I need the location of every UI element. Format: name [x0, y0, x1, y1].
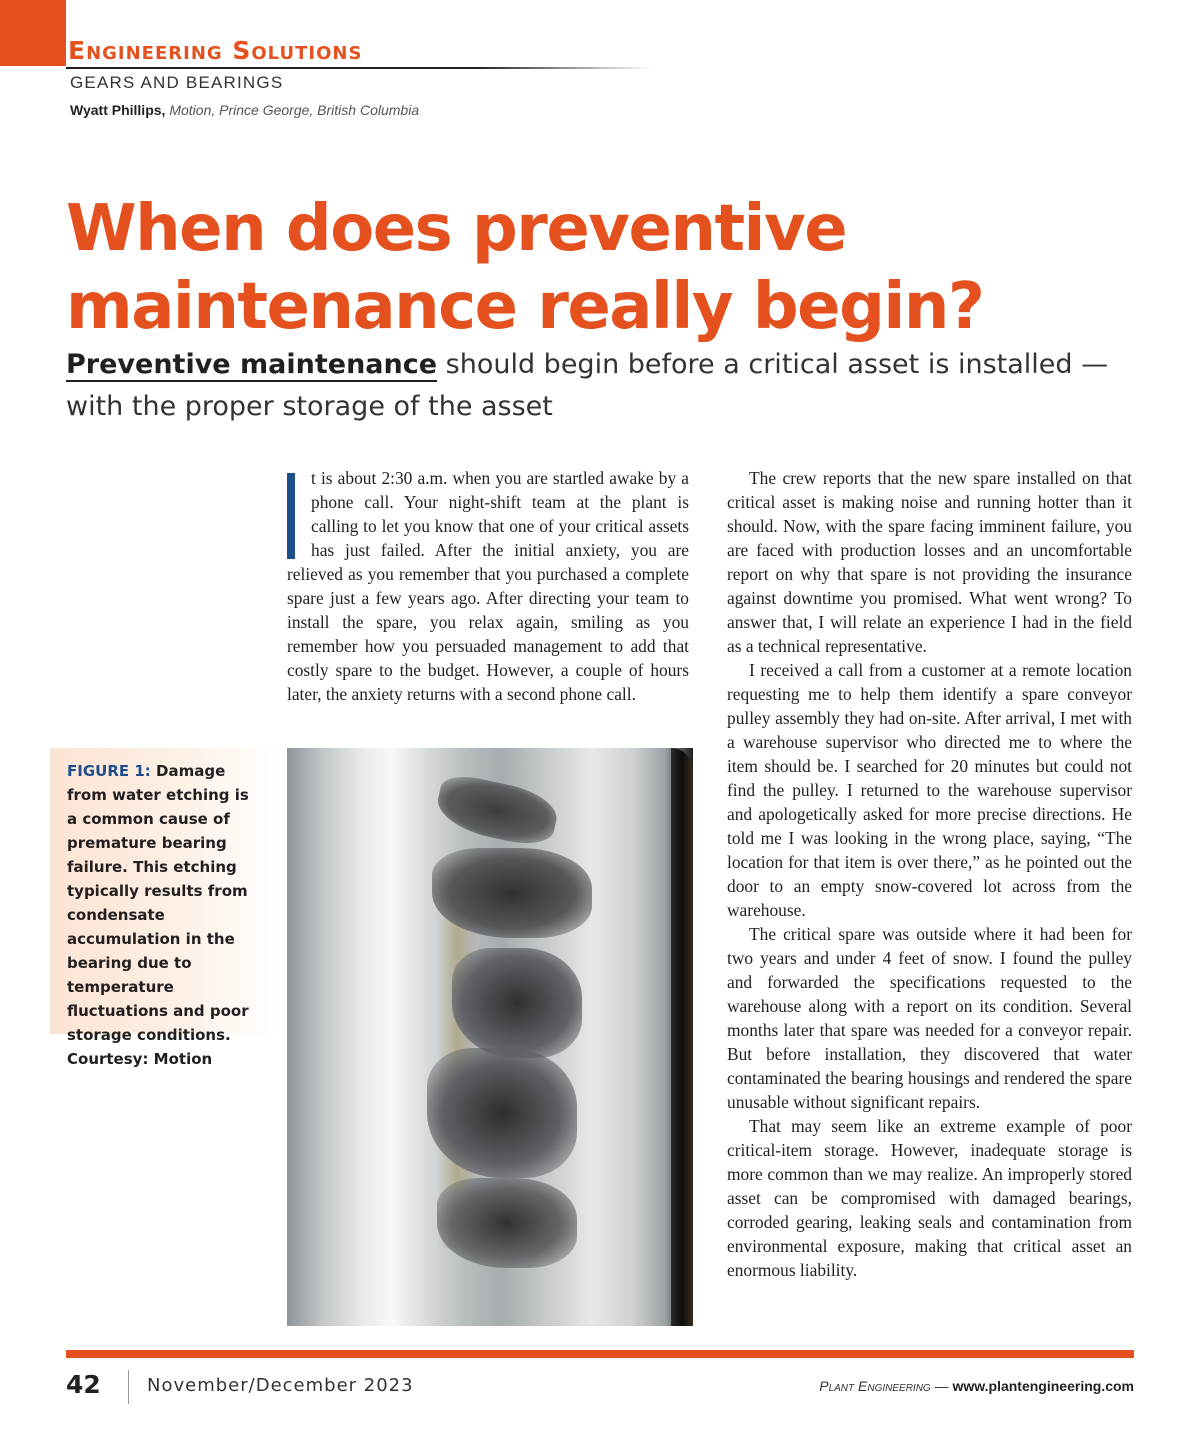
dropcap-bar: [287, 473, 295, 559]
deck: [66, 344, 1156, 428]
photo-etch-mark: [432, 848, 592, 938]
author-affiliation: Motion, Prince George, British Columbia: [169, 102, 420, 118]
footer-publication: [819, 1378, 1134, 1394]
body-paragraph: [287, 466, 689, 706]
body-column-left: [287, 466, 689, 706]
body-paragraph: That may seem like an extreme example of poor critical-item storage. However, inadequate storage is more common than we may realize. An improperly stored asset can be compromised with damaged bearings, corroded gearing, leaking seals and contamination from environmental exposure, making that critical asset an enormous liability.: [727, 1116, 1132, 1280]
figure-caption-text: Damage from water etching is a common cause of premature bearing failure. This etching typically results from condensate accumulation in the bearing due to temperature fluctuations and poor storage conditions. Courtesy: Motion: [67, 762, 249, 1068]
body-paragraph: I received a call from a customer at a remote location requesting me to help them identify a spare conveyor pulley assembly they had on-site. After arrival, I met with a warehouse supervisor who directed me to where the item should be. I searched for 20 minutes but could not find the pulley. I returned to the warehouse supervisor and apologetically asked for more precise directions. He told me I was looking in the wrong place, saying, “The location for that item is over there,” as he pointed out the door to an empty snow-covered lot across from the warehouse.: [727, 660, 1132, 920]
deck-term: Preventive maintenance: [66, 349, 438, 380]
photo-etch-mark: [437, 1178, 577, 1268]
section-title: Engineering Solutions: [68, 36, 363, 65]
footer-divider: [128, 1370, 129, 1404]
author-name: Wyatt Phillips,: [70, 102, 166, 118]
figure-photo-bearing-etching: [287, 748, 693, 1326]
photo-etch-mark: [433, 771, 562, 850]
publication-url[interactable]: www.plantengineering.com: [952, 1378, 1134, 1394]
headline: When does preventive maintenance really begin?: [66, 192, 984, 344]
section-subtitle: GEARS AND BEARINGS: [70, 73, 284, 92]
publication-name: Plant Engineering: [819, 1378, 931, 1394]
body-column-right: [727, 466, 1132, 1282]
section-corner-block: [0, 0, 66, 66]
footer-rule: [66, 1350, 1134, 1358]
deck-text: should begin before a critical asset is installed — with the proper storage of the asset: [66, 349, 1109, 422]
figure-label: FIGURE 1:: [67, 762, 151, 780]
page-number: 42: [66, 1370, 101, 1399]
byline: [70, 102, 419, 118]
photo-etch-mark: [452, 948, 582, 1058]
body-paragraph-text: t is about 2:30 a.m. when you are startled awake by a phone call. Your night-shift team at the plant is calling to let you know that one of your critical assets has just failed. After the initial anxiety, you are relieved as you remember that you purchased a complete spare just a few years ago. After directing your team to install the spare, you relax again, smiling as you remember how you persuaded management to add that costly spare to the budget. However, a couple of hours later, the anxiety returns with a second phone call.: [287, 468, 689, 704]
issue-date: November/December 2023: [147, 1375, 414, 1396]
section-rule: [66, 67, 652, 69]
body-paragraph: The critical spare was outside where it had been for two years and under 4 feet of snow. I found the pulley and forwarded the specifications requested to the warehouse along with a report on its condition. Several months later that spare was needed for a conveyor repair. But before installation, they discovered that water contaminated the bearing housings and rendered the spare unusable without significant repairs.: [727, 924, 1132, 1112]
footer-separator: —: [930, 1378, 953, 1394]
photo-etch-mark: [427, 1048, 577, 1178]
photo-bearing-edge: [671, 748, 693, 1326]
body-paragraph: The crew reports that the new spare installed on that critical asset is making noise and running hotter than it should. Now, with the spare facing imminent failure, you are faced with production losses and an uncomfortable report on why that spare is not providing the insurance against downtime you promised. What went wrong? To answer that, I will relate an experience I had in the field as a technical representative.: [727, 468, 1132, 656]
figure-caption: [67, 759, 263, 1071]
